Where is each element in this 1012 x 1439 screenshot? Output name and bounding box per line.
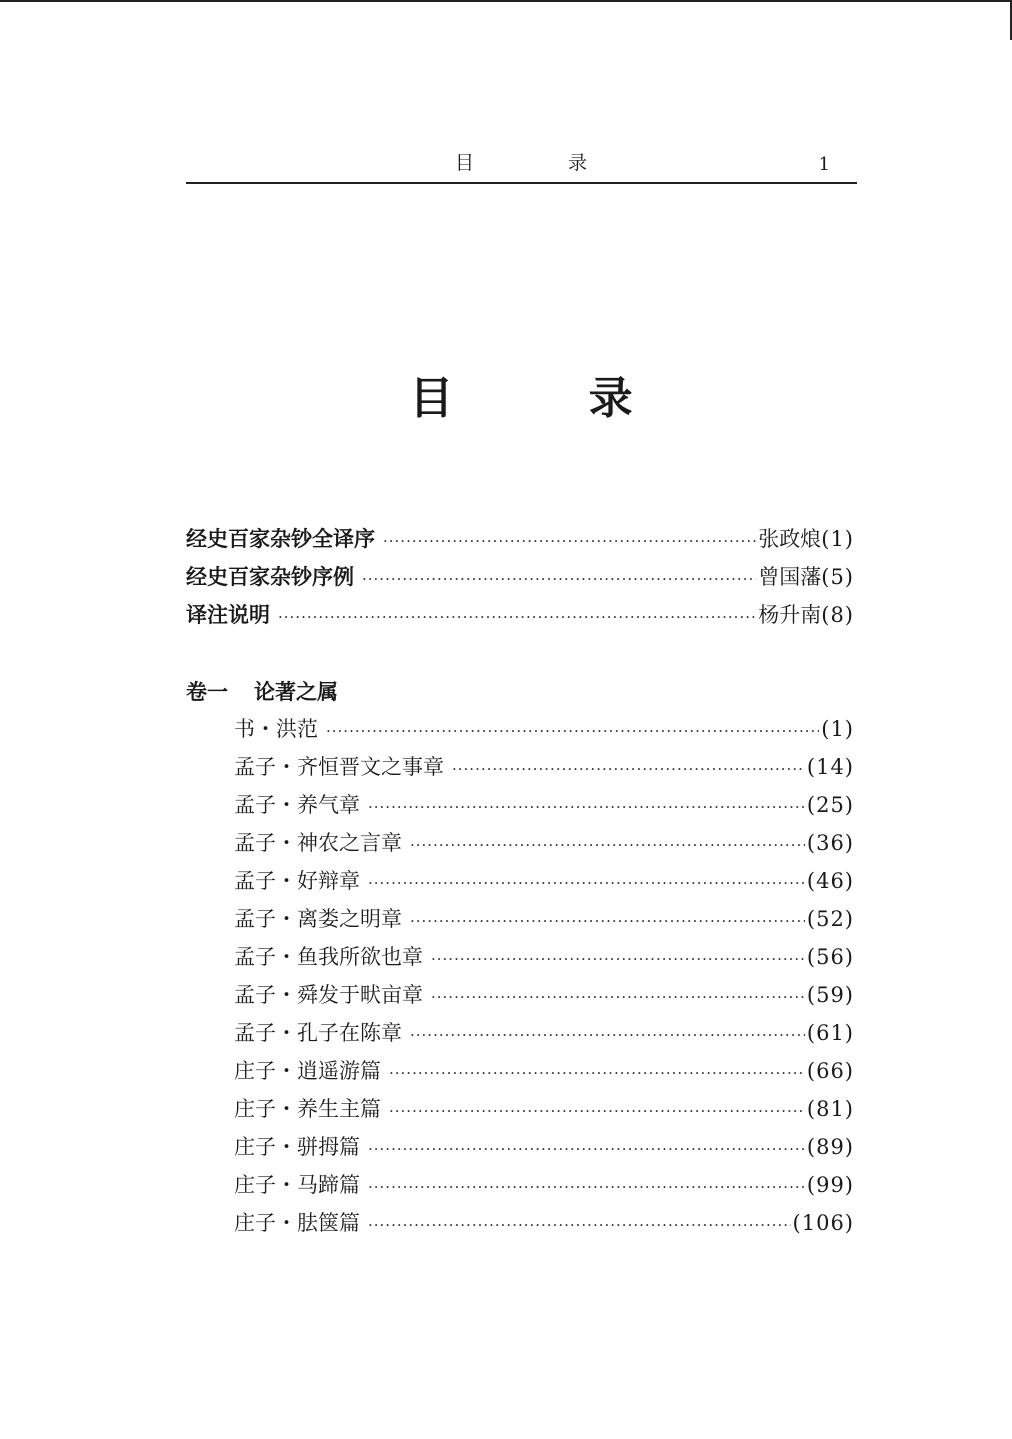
dot-leader <box>452 754 805 784</box>
toc-entry-label: 孟子・舜发于畎亩章 <box>234 983 423 1007</box>
toc-entry-label: 孟子・孔子在陈章 <box>234 1021 402 1045</box>
toc-entry-label: 孟子・好辩章 <box>234 869 360 893</box>
toc-entry[interactable] <box>234 1170 854 1200</box>
toc-entry-page: (46) <box>806 869 854 893</box>
toc-entry-page: (81) <box>806 1097 854 1121</box>
toc-entry[interactable] <box>234 714 854 744</box>
toc-entry-label: 庄子・逍遥游篇 <box>234 1059 381 1083</box>
toc-front-item[interactable] <box>186 562 854 592</box>
toc-entry-page: (66) <box>806 1059 854 1083</box>
toc-item-page: (5) <box>821 565 854 589</box>
toc-entry[interactable] <box>234 1056 854 1086</box>
toc-entry-page: (61) <box>806 1021 854 1045</box>
dot-leader <box>389 1058 805 1088</box>
toc-entry-page: (99) <box>806 1173 854 1197</box>
dot-leader <box>278 602 756 632</box>
dot-leader <box>368 1210 791 1240</box>
toc-entry[interactable] <box>234 942 854 972</box>
page-title: 目 录 <box>409 373 693 424</box>
toc-item-author: 曾国藩 <box>758 565 822 589</box>
dot-leader <box>410 830 805 860</box>
running-head-title: 目 录 <box>454 152 632 174</box>
running-head <box>186 148 856 178</box>
toc-entry-label: 庄子・骈拇篇 <box>234 1135 360 1159</box>
toc-entry-page: (25) <box>806 793 854 817</box>
toc-entry[interactable] <box>234 904 854 934</box>
toc-entry[interactable] <box>234 1094 854 1124</box>
toc-entry-page: (36) <box>806 831 854 855</box>
toc-entry-page: (56) <box>806 945 854 969</box>
section-heading <box>186 676 338 706</box>
dot-leader <box>389 1096 805 1126</box>
toc-item-label: 经史百家杂钞全译序 <box>186 527 375 551</box>
toc-entry[interactable] <box>234 752 854 782</box>
toc-entry-label: 孟子・神农之言章 <box>234 831 402 855</box>
toc-item-author: 张政烺 <box>758 527 822 551</box>
toc-entry-label: 孟子・鱼我所欲也章 <box>234 945 423 969</box>
toc-front-item[interactable] <box>186 600 854 630</box>
toc-entry-page: (52) <box>806 907 854 931</box>
toc-entry[interactable] <box>234 1132 854 1162</box>
dot-leader <box>326 716 819 746</box>
dot-leader <box>431 982 805 1012</box>
toc-entry[interactable] <box>234 1018 854 1048</box>
dot-leader <box>410 1020 805 1050</box>
dot-leader <box>368 1134 805 1164</box>
toc-entry-label: 孟子・离娄之明章 <box>234 907 402 931</box>
toc-item-page: (1) <box>821 527 854 551</box>
toc-entry-label: 书・洪范 <box>234 717 318 741</box>
toc-entry[interactable] <box>234 790 854 820</box>
dot-leader <box>410 906 805 936</box>
toc-entry-label: 庄子・胠箧篇 <box>234 1211 360 1235</box>
page-number: 1 <box>818 154 830 175</box>
toc-entry-page: (59) <box>806 983 854 1007</box>
section-name: 论著之属 <box>254 680 338 704</box>
toc-entry-page: (89) <box>806 1135 854 1159</box>
dot-leader <box>431 944 805 974</box>
toc-entry[interactable] <box>234 828 854 858</box>
section-volume: 卷一 <box>186 680 228 704</box>
dot-leader <box>368 1172 805 1202</box>
toc-entry[interactable] <box>234 866 854 896</box>
toc-item-label: 经史百家杂钞序例 <box>186 565 354 589</box>
dot-leader <box>362 564 756 594</box>
dot-leader <box>368 868 805 898</box>
header-rule <box>186 182 857 184</box>
toc-front-item[interactable] <box>186 524 854 554</box>
dot-leader <box>368 792 805 822</box>
toc-item-label: 译注说明 <box>186 603 270 627</box>
toc-item-author: 杨升南 <box>758 603 822 627</box>
page-top-border <box>0 0 1012 2</box>
dot-leader <box>383 526 756 556</box>
toc-entry-label: 庄子・养生主篇 <box>234 1097 381 1121</box>
toc-item-page: (8) <box>821 603 854 627</box>
toc-entry-page: (14) <box>806 755 854 779</box>
toc-entry-label: 孟子・养气章 <box>234 793 360 817</box>
toc-entry-label: 孟子・齐恒晋文之事章 <box>234 755 444 779</box>
toc-entry[interactable] <box>234 980 854 1010</box>
toc-entry-label: 庄子・马蹄篇 <box>234 1173 360 1197</box>
toc-entry-page: (1) <box>821 717 854 741</box>
toc-entry-page: (106) <box>792 1211 854 1235</box>
toc-entry[interactable] <box>234 1208 854 1238</box>
